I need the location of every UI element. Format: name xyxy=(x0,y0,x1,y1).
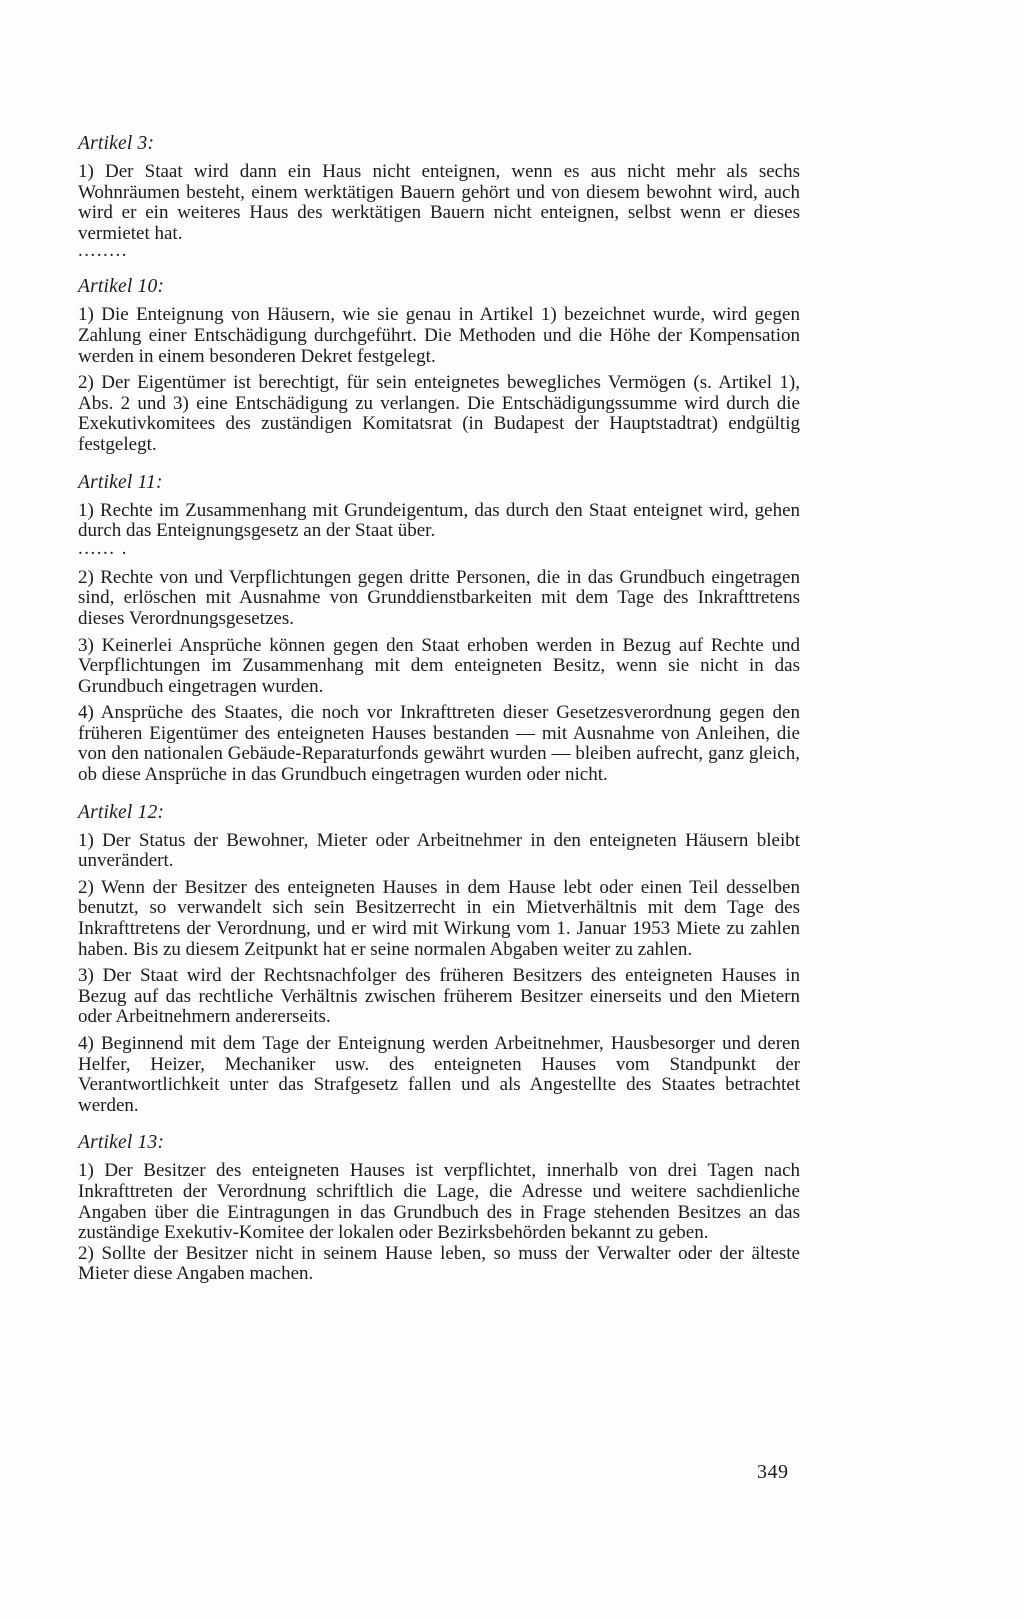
article-3 xyxy=(78,133,800,262)
article-heading: Artikel 11: xyxy=(78,471,163,493)
paragraph: 1) Der Staat wird dann ein Haus nicht enteignen, wenn es aus nicht mehr als sechs Wohnräumen besteht, einem werktätigen Bauern gehört und von diesem bewohnt wird, auch wird er ein weiteres Haus des werktätigen Bauern nicht enteignen, selbst wenn er dieses vermietet hat. xyxy=(78,161,800,244)
paragraph: 3) Keinerlei Ansprüche können gegen den Staat erhoben werden in Bezug auf Rechte und Verpflichtungen im Zusammenhang mit dem enteigneten Besitz, wenn sie nicht in das Grundbuch eingetragen wurden. xyxy=(78,634,800,697)
article-heading: Artikel 13: xyxy=(78,1132,165,1154)
paragraph: 1) Der Besitzer des enteigneten Hauses ist verpflichtet, innerhalb von drei Tagen nach Inkrafttreten der Verordnung schriftlich die Lage, die Adresse und weitere sachdienliche Angaben über die Eintragungen in das Grundbuch des in Frage stehenden Besitzes an das zuständige Exekutiv-Komitee der lokalen oder Bezirksbehörden bekannt zu geben. xyxy=(78,1160,800,1244)
paragraph: 2) Sollte der Besitzer nicht in seinem Hause leben, so muss der Verwalter oder der älteste Mieter diese Angaben machen. xyxy=(78,1242,800,1285)
article-10 xyxy=(78,276,800,455)
article-heading: Artikel 12: xyxy=(78,801,165,823)
paragraph: 2) Rechte von und Verpflichtungen gegen dritte Personen, die in das Grundbuch eingetragen sind, erlöschen mit Ausnahme von Grunddienstbarkeiten mit dem Tage des Inkrafttretens dieses Verordnungsgesetzes. xyxy=(78,566,800,629)
article-13 xyxy=(78,1132,800,1285)
page-number: 349 xyxy=(757,1461,789,1483)
paragraph: 4) Beginnend mit dem Tage der Enteignung werden Arbeitnehmer, Hausbesorger und deren Helfer, Heizer, Mechaniker usw. des enteigneten Hauses vom Standpunkt der Verantwortlichkeit unter das Strafgesetz fallen und als Angestellte des Staates betrachtet werden. xyxy=(78,1033,800,1116)
ellipsis: ...... . xyxy=(78,537,128,559)
article-12 xyxy=(78,802,800,1117)
paragraph: 4) Ansprüche des Staates, die noch vor Inkrafttreten dieser Gesetzesverordnung gegen den früheren Eigentümer des enteigneten Hauses bestanden — mit Ausnahme von Anleihen, die von den nationalen Gebäude-Reparaturfonds gewährt wurden — bleiben aufrecht, ganz gleich, ob diese Ansprüche in das Grundbuch eingetragen wurden oder nicht. xyxy=(78,702,800,786)
article-heading: Artikel 10: xyxy=(78,276,165,298)
ellipsis: ........ xyxy=(78,240,128,262)
paragraph: 2) Der Eigentümer ist berechtigt, für sein enteignetes bewegliches Vermögen (s. Artikel 1), Abs. 2 und 3) eine Entschädigung zu verlangen. Die Entschädigungssumme wird durch die Exekutivkomitees des zuständigen Komitatsrat (in Budapest der Hauptstadtrat) endgültig festgelegt. xyxy=(78,372,800,455)
paragraph: 1) Rechte im Zusammenhang mit Grundeigentum, das durch den Staat enteignet wird, gehen durch das Enteignungsgesetz an der Staat über. xyxy=(78,499,800,542)
paragraph: 3) Der Staat wird der Rechtsnachfolger des früheren Besitzers des enteigneten Hauses in Bezug auf das rechtliche Verhältnis zwischen früherem Besitzer einerseits und den Mietern oder Arbeitnehmern andererseits. xyxy=(78,965,800,1028)
article-11 xyxy=(78,472,800,786)
paragraph: 1) Der Status der Bewohner, Mieter oder Arbeitnehmer in den enteigneten Häusern bleibt unverändert. xyxy=(78,829,800,872)
paragraph: 1) Die Enteignung von Häusern, wie sie genau in Artikel 1) bezeichnet wurde, wird gegen Zahlung einer Entschädigung durchgeführt. Die Methoden und die Höhe der Kompensation werden in einem besonderen Dekret festgelegt. xyxy=(78,304,800,367)
document-page xyxy=(78,133,800,1291)
paragraph: 2) Wenn der Besitzer des enteigneten Hauses in dem Hause lebt oder einen Teil desselben benutzt, so verwandelt sich sein Besitzerrecht in ein Mietverhältnis mit dem Tage des Inkrafttretens der Verordnung, und er wird mit Wirkung vom 1. Januar 1953 Miete zu zahlen haben. Bis zu diesem Zeitpunkt hat er seine normalen Abgaben weiter zu zahlen. xyxy=(78,876,800,960)
article-heading: Artikel 3: xyxy=(78,133,155,154)
